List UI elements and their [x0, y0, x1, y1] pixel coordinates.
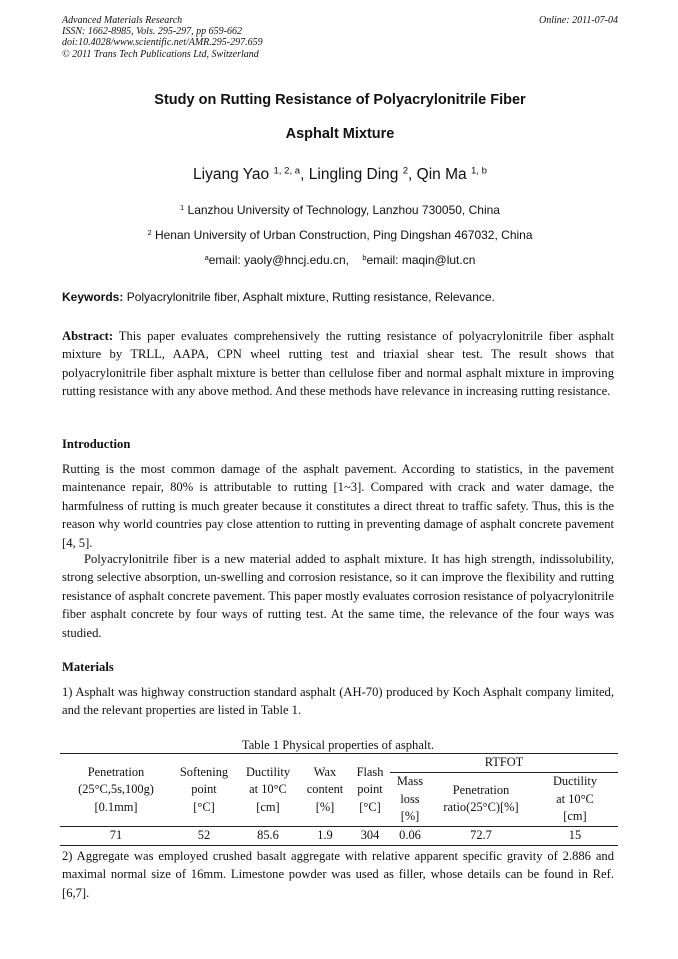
doi-line: doi:10.4028/www.scientific.net/AMR.295-297.659 — [62, 37, 263, 49]
table-header-cell: Mass loss [%] — [396, 774, 424, 823]
table-value-cell: 0.06 — [390, 826, 430, 845]
intro-paragraph-1: Rutting is the most common damage of the asphalt pavement. According to statistics, in the pavement maintenance repair, 80% is attributable to rutting [1~3]. Compared with crack and water damage, the harmfulness of rutting is much greater because it constitutes a direct threat to traffic safety. Thus, this is the reason why world countries pay close attention to rutting in preventing damage of asphalt concrete pavement [4, 5]. — [62, 462, 614, 550]
journal-header — [62, 15, 618, 60]
copyright-line: © 2011 Trans Tech Publications Ltd, Switzerland — [62, 48, 259, 60]
table-caption: Table 1 Physical properties of asphalt. — [241, 738, 435, 752]
author-list: Liyang Yao $^{1, 2, a}$, Lingling Ding $^2$, Qin Ma $^{1, b}$ — [193, 165, 487, 183]
materials-paragraph-2: 2) Aggregate was employed crushed basalt aggregate with relative apparent specific gravity of 2.886 and maximal normal size of 16mm. Limestone powder was used as filler, whose details can be found in Ref.[6,7]. — [62, 849, 614, 900]
section-heading-materials: Materials — [62, 660, 114, 674]
table-header-cell: Ductility at 10°C [cm] — [552, 774, 598, 823]
online-date: Online: 2011-07-04 — [539, 15, 618, 26]
email-sup: b — [362, 252, 367, 262]
affiliation-sup: 1 — [180, 202, 185, 212]
affiliation-sup: 2 — [147, 227, 152, 237]
affiliation-text: Henan University of Urban Construction, Ping Dingshan 467032, China — [154, 228, 533, 242]
table-value-cell: 15 — [532, 826, 618, 845]
abstract-label: Abstract: — [62, 329, 114, 343]
table-header-cell: Flash point [°C] — [350, 754, 390, 827]
issn-line: ISSN: 1662-8985, Vols. 295-297, pp 659-662 — [62, 26, 242, 38]
abstract-text: This paper evaluates comprehensively the rutting resistance of polyacrylonitrile fiber asphalt mixture by TRLL, AAPA, CPN wheel rutting test and triaxial shear test. The result shows that polyacrylonitrile fiber asphalt mixture is better than cellulose fiber and normal asphalt mixture in improving rutting resistance with any above method. And these methods have relevance in increasing rutting resistance. — [62, 329, 614, 399]
affiliation-text: Lanzhou University of Technology, Lanzhou 730050, China — [187, 203, 500, 217]
intro-paragraph-2: Polyacrylonitrile fiber is a new material added to asphalt mixture. It has high strength, indissolubility, strong selective absorption, un-swelling and corrosion resistance, so it can improve the flexibility and rutting resistance of asphalt concrete pavement. This paper mostly evaluates corrosion resistance of polyacrylonitrile fiber asphalt concrete by four ways of rutting test. At the same time, the relevance of the four ways was studied. — [62, 552, 614, 640]
table-value-cell: 85.6 — [236, 826, 300, 845]
author-name: Liyang Yao — [193, 166, 270, 183]
author-name: Qin Ma — [416, 166, 467, 183]
keywords-label: Keywords: — [62, 290, 124, 304]
keywords-text: Polyacrylonitrile fiber, Asphalt mixture, Rutting resistance, Relevance. — [126, 290, 495, 304]
table-value-cell: 52 — [172, 826, 236, 845]
table-header-cell: Wax content [%] — [300, 754, 350, 827]
keywords — [62, 290, 618, 304]
author-sup: 2 — [402, 165, 409, 177]
journal-name: Advanced Materials Research — [62, 15, 183, 26]
section-heading-introduction: Introduction — [62, 437, 131, 451]
affiliation-2 — [62, 228, 618, 242]
table-header-cell: Penetration (25°C,5s,100g) [0.1mm] — [60, 754, 172, 827]
table-header-rtfot: RTFOT — [390, 754, 618, 773]
paper-title-line2: Asphalt Mixture — [285, 126, 395, 142]
author-name: Lingling Ding — [308, 166, 399, 183]
email-text: email: maqin@lut.cn — [366, 253, 476, 267]
email-line — [62, 253, 618, 267]
email-text: email: yaoly@hncj.edu.cn, — [208, 253, 349, 267]
author-sup: 1, 2, a — [273, 165, 301, 177]
asphalt-properties-table — [60, 753, 618, 846]
email-sup: a — [204, 252, 209, 262]
affiliation-1 — [62, 203, 618, 217]
table-header-cell: Softening point [°C] — [172, 754, 236, 827]
table-header-cell: Ductility at 10°C [cm] — [236, 754, 300, 827]
abstract — [62, 327, 614, 401]
author-sup: 1, b — [470, 165, 487, 177]
table-value-cell: 304 — [350, 826, 390, 845]
table-value-cell: 71 — [60, 826, 172, 845]
table-header-cell: Penetration ratio(25°C)[%] — [443, 782, 519, 815]
table-value-cell: 1.9 — [300, 826, 350, 845]
paper-title-line1: Study on Rutting Resistance of Polyacrylonitrile Fiber — [154, 92, 526, 108]
table-value-cell: 72.7 — [430, 826, 532, 845]
materials-paragraph-1: 1) Asphalt was highway construction standard asphalt (AH-70) produced by Koch Asphalt company limited, and the relevant properties are listed in Table 1. — [62, 685, 614, 718]
